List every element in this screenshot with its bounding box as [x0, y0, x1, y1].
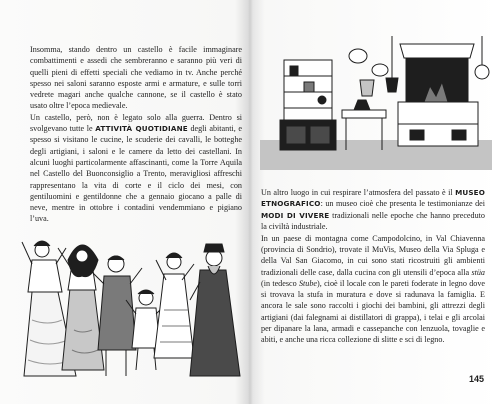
- right-paragraph-1-start: Un altro luogo in cui respirare l’atmosfera del passato è il: [261, 188, 456, 197]
- right-paragraph-1: [261, 187, 485, 232]
- dancer-figure: [154, 253, 194, 358]
- hanging-pots: [349, 49, 388, 96]
- right-paragraph-2: [261, 233, 485, 346]
- left-paragraph-2-start: Un castello, però, non è legato solo alla guerra. Dentro si svolgevano tutte le: [30, 112, 242, 134]
- kitchen-cupboard: [280, 120, 336, 150]
- highlight-attivita-quotidiane: ATTIVITÀ QUOTIDIANE: [95, 124, 188, 134]
- medieval-people-icon: [18, 230, 242, 378]
- right-page: [250, 0, 500, 404]
- right-paragraph-2-mid: (in tedesco: [261, 278, 299, 288]
- kitchen-hearth: [398, 44, 478, 146]
- right-paragraph-1-end: tradizionali nelle epoche che hanno preceduto la civiltà industriale.: [261, 210, 485, 231]
- kitchen-shelf: [284, 60, 332, 120]
- left-paragraph-2-end: degli abitanti, e spesso si visitano le cucine, le scuderie dei cavalli, le botteghe degli artigiani, i saloni e le camere da letto dei castellani. In alcuni luoghi particolarmente affascinanti, come la Torre Aquila nel Castello del Buonconsiglio a Trento, meravigliosi affreschi rappresentano la vita di corte e il ciclo dei mesi, con gentiluomini e gentildonne che a gennaio giocano a palle di neve, mentre in ottobre i contadini vendemmiano e pigiano l’uva.: [30, 124, 242, 224]
- right-paragraph-2-end: ), cioè il locale con le pareti foderate in legno dove si trovava la stufa in muratura e dove si radunava la famiglia. E ancora le sale sono raccolti i giochi dei bambini, gli attrezzi degli artigiani (dai falegnami ai distillatori di grappa), i telai e gli arcolai per dipanare la lana, armadi e cassepanche con lenzuola, tovaglie e abiti, e anche una ricca collezione di slitte e sci di legno.: [261, 278, 485, 345]
- right-paragraph-2-start: In un paese di montagna come Campodolcino, in Val Chiavenna (provincia di Sondrio), trovate il MuVis, Museo della Via Spluga e della Val San Giacomo, in cui sono stati ricostruiti gli ambienti tradizionali delle case, dalla cucina con gli utensili d’epoca alla: [261, 233, 485, 277]
- highlight-modi-di-vivere: MODI DI VIVERE: [261, 210, 330, 220]
- monk-figure: [190, 244, 240, 376]
- highlight-museo-etnografico: MUSEO ETNOGRAFICO: [261, 188, 485, 209]
- term-stube: Stube: [298, 278, 318, 288]
- right-paragraph-1-mid: : un museo cioè che presenta le testimonianze dei: [320, 199, 485, 209]
- woman-figure: [58, 245, 104, 370]
- left-paragraph-1: Insomma, stando dentro un castello è facile immaginare combattimenti e assedi che sembreranno e saranno più veri di quelli pieni di effetti speciali che vediamo in tv. Anche perché spesso nei saloni saranno esposte armi e armature, e sulle torri vedrete magari anche qualche cannone, se il castello è stato usato oltre l’epoca medievale.: [30, 45, 242, 111]
- right-page-text: [261, 187, 485, 346]
- page-number: 145: [468, 374, 484, 384]
- left-paragraph-2: [30, 112, 242, 225]
- kitchen-scene-icon: [260, 26, 492, 176]
- term-stua: stüa: [471, 267, 485, 277]
- left-page-text: [30, 44, 242, 225]
